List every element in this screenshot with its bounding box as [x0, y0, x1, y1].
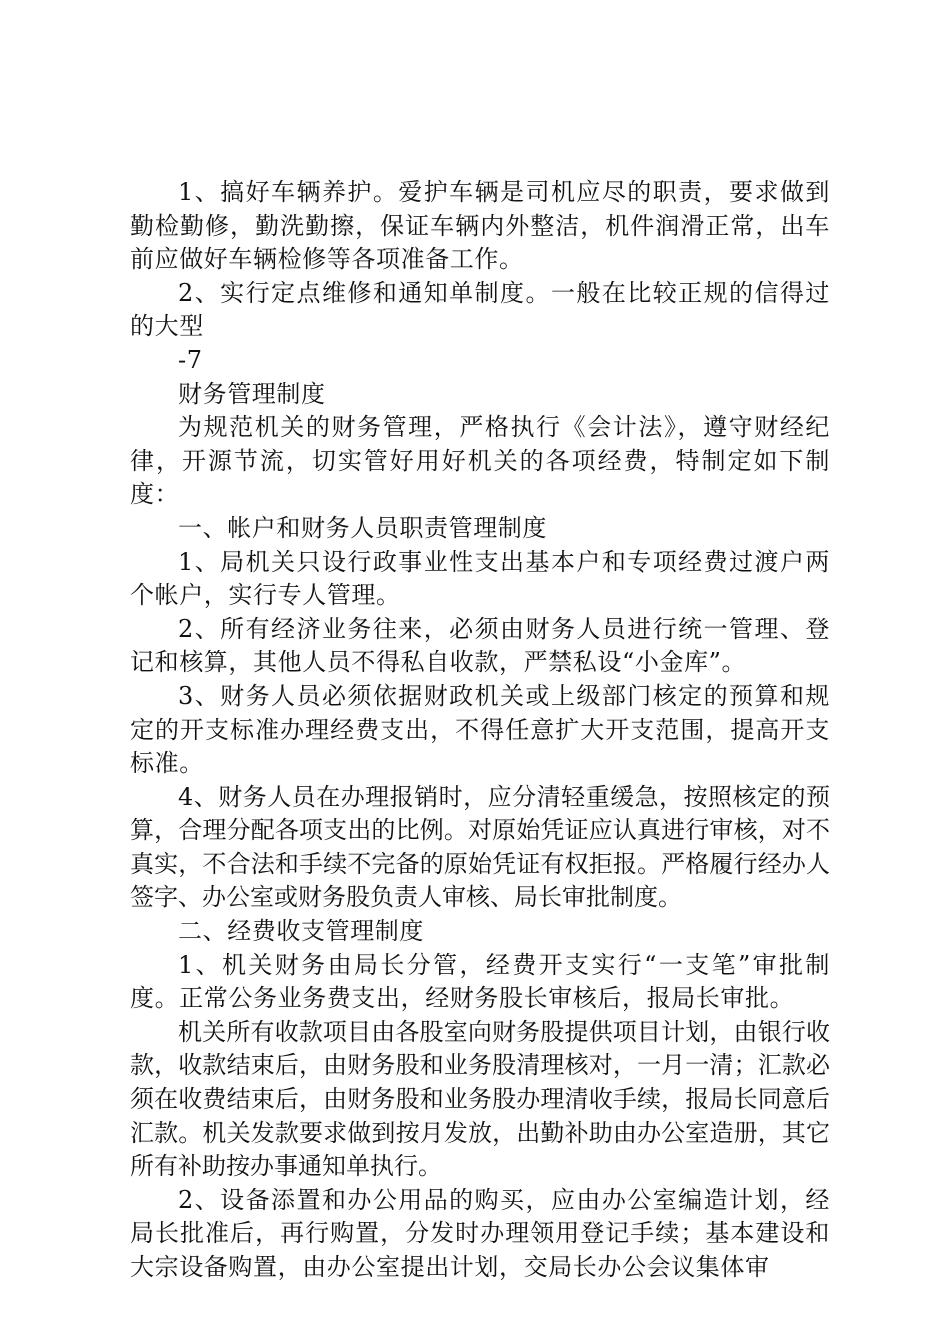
paragraph-vehicle-maintenance: 1、搞好车辆养护。爱护车辆是司机应尽的职责，要求做到勤检勤修，勤洗勤擦，保证车辆内外整洁，机件润滑正常，出车前应做好车辆检修等各项准备工作。	[130, 178, 830, 274]
section-heading-budget: 二、经费收支管理制度	[178, 917, 424, 946]
section-heading-accounts: 一、帐户和财务人员职责管理制度	[178, 513, 547, 542]
section-title: 财务管理制度	[178, 379, 326, 408]
paragraph-budget-1: 1、机关财务由局长分管，经费开支实行“一支笔”审批制度。正常公务业务费支出，经财务股长审核后，报局长审批。	[130, 950, 830, 1013]
paragraph-accounts-3: 3、财务人员必须依据财政机关或上级部门核定的预算和规定的开支标准办理经费支出，不得任意扩大开支范围，提高开支标准。	[130, 681, 830, 778]
paragraph-intro: 为规范机关的财务管理，严格执行《会计法》，遵守财经纪律，开源节流，切实管好用好机关的各项经费，特制定如下制度：	[130, 413, 830, 509]
page-number-marker: -7	[178, 345, 203, 374]
document-body	[130, 176, 830, 1285]
paragraph-accounts-2: 2、所有经济业务往来，必须由财务人员进行统一管理、登记和核算，其他人员不得私自收款，严禁私设“小金库”。	[130, 614, 830, 677]
paragraph-budget-collections: 机关所有收款项目由各股室向财务股提供项目计划，由银行收款，收款结束后，由财务股和业务股清理核对，一月一清；汇款必须在收费结束后，由财务股和业务股办理清收手续，报局长同意后汇款。机关发款要求做到按月发放，出勤补助由办公室造册，其它所有补助按办事通知单执行。	[130, 1017, 830, 1181]
paragraph-accounts-1: 1、局机关只设行政事业性支出基本户和专项经费过渡户两个帐户，实行专人管理。	[130, 547, 830, 610]
paragraph-fixed-point-repair: 2、实行定点维修和通知单制度。一般在比较正规的信得过的大型	[130, 278, 830, 341]
paragraph-accounts-4: 4、财务人员在办理报销时，应分清轻重缓急，按照核定的预算，合理分配各项支出的比例。对原始凭证应认真进行审核，对不真实，不合法和手续不完备的原始凭证有权拒报。严格履行经办人签字、办公室或财务股负责人审核、局长审批制度。	[130, 782, 830, 912]
paragraph-budget-2: 2、设备添置和办公用品的购买，应由办公室编造计划，经局长批准后，再行购置，分发时办理领用登记手续；基本建设和大宗设备购置，由办公室提出计划，交局长办公会议集体审	[130, 1185, 830, 1281]
